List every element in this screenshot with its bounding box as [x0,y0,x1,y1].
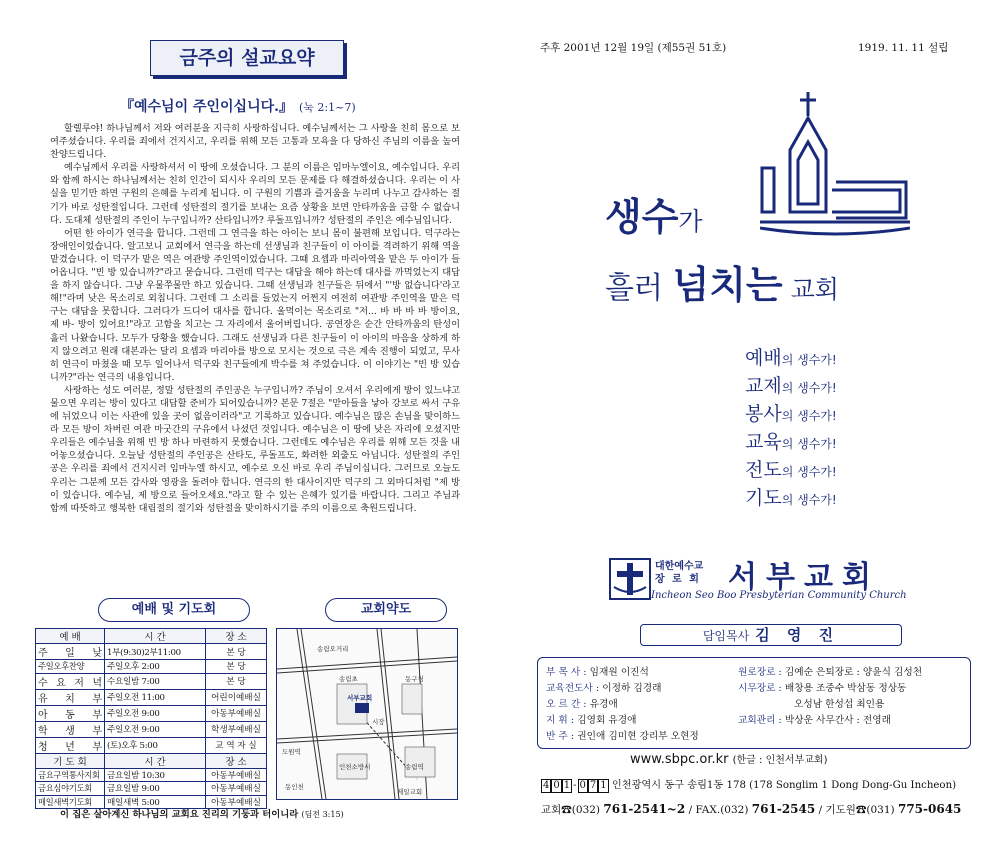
website-url[interactable]: www.sbpc.or.kr [630,752,729,767]
row-time: (토)오후 5:00 [105,737,206,753]
row-place: 교 역 자 실 [206,737,267,753]
prayer-house-phone: 775-0645 [897,802,962,816]
map-label: 송림역 [405,763,424,771]
address [541,776,956,793]
church-name-english: Incheon Seo Boo Presbyterian Community Church [651,590,907,601]
vision-item [745,428,945,456]
staff-label: 부 목 사 : [546,667,587,678]
church-phone-label: 교회☎(032) [541,804,601,816]
denomination-line: 대한예수교 [655,561,704,572]
table-header-row [36,629,267,644]
prayer-house-label: / 기도원☎(031) [818,804,895,816]
map-label: 제일교회 [397,788,423,796]
staff-line [546,680,661,694]
staff-line [738,664,922,678]
sermon-paragraph: 예수님께서 우리를 사랑하셔서 이 땅에 오셨습니다. 그 분의 이름은 임마누엘이요, 예수입니다. 우리와 함께 하시는 하나님께서는 친히 인간이 되시사 우리의 모든 문제를 다 해결하셨습니다. 우리는 이 사실을 믿기만 하면 구원의 은혜를 누리게 됩니다. 이 구원의 기쁨과 즐거움을 누리며 나누고 감사하는 절기가 바로 성탄절입니다. 그런데 성탄절의 절기를 보내는 요즘 상황을 보면 안타까움을 금할 수 없습니다. 도대체 성탄절의 주인이 누구입니까? 산타입니까? 루돌프입니까? 성탄절의 주인은 예수님입니다. [50,162,460,226]
table-row [36,782,267,796]
pastor-name: 김 영 진 [755,626,840,644]
row-time: 금요일밤 9:00 [105,782,206,796]
staff-line [794,696,884,710]
vision-suffix: 의 생수가! [781,381,837,395]
header-name: 예 배 [36,629,105,644]
row-place: 본 당 [206,660,267,674]
address-text: 인천광역시 동구 송림1동 178 (178 Songlim 1 Dong Dong-Gu Incheon) [611,780,957,791]
footer-verse [60,806,480,820]
church-phone: 761-2541~2 [603,802,686,816]
phone-numbers [541,802,961,817]
row-name: 금요심야기도회 [36,782,105,796]
row-name: 주 일 낮 [36,644,105,660]
sermon-paragraph: 어떤 한 아이가 연극을 합니다. 그런데 그 연극을 하는 아이는 보니 몸이 불편해 보입니다. 덕구라는 장애인이었습니다. 알고보니 교회에서 연극을 하는데 선생님과 친구들이 이 아이를 격려하기 위해 역을 맡겼습니다. 이 덕구가 맡은 역은 여관방 주인역이었습니다. 그때 요셉과 마리아역을 맡은 두 아이가 들어옵니다. "빈 방 있습니까?"라고 묻습니다. 그런데 덕구는 대답을 해야 하는데 대사를 까먹었는지 대답을 하지 않습니다. 그냥 우물쭈물만 하고 있습니다. 그때 선생님과 친구들은 뒤에서 "'방 없습니다'라고 해!"라며 낮은 목소리로 외칩니다. 그런데 그 소리를 들었는지 어쩐지 여전히 여관방 주인역을 맡은 덕구는 대답을 못합니다. 그러다가 드디어 대사를 합니다. 울먹이는 목소리로 "저... 바 바 바 바 방이요, 제 바- 방이 있어요!"라고 고함을 치고는 그 자리에서 울어버립니다. 공연장은 순간 안타까움의 탄성이 흘러 나왔습니다. 모두가 당황을 했습니다. 그래도 선생님과 다른 친구들이 이 아이의 마음을 상하게 하지 않으려고 원래 대본과는 달리 요셉과 마리아를 방으로 모시는 것으로 극은 계속 진행이 되었고, 무사히 연극이 마쳤을 때 모두 일어나서 덕구와 친구들에게 박수를 쳐 주었습니다. 이 이야기는 "빈 방 있습니까?"라는 연극의 내용입니다. [50,227,460,383]
table-row [36,689,267,705]
sermon-reference: (눅 2:1~7) [299,101,356,114]
row-place: 어린이예배실 [206,689,267,705]
vision-suffix: 의 생수가! [781,493,837,507]
row-place: 아동부예배실 [206,782,267,796]
staff-line [738,712,891,726]
staff-label: 교육전도사 : [546,683,600,694]
row-time: 주일오전 11:00 [105,689,206,705]
sermon-section-title: 금주의 설교요약 [150,40,344,76]
sermon-heading [120,96,420,116]
table-row [36,705,267,721]
senior-pastor [640,624,902,646]
church-name: 서부교회 [728,560,880,595]
row-time: 1부(9:30)2부11:00 [105,644,206,660]
founded-date: 1919. 11. 11 설립 [858,42,949,54]
worship-schedule-table [35,628,267,809]
staff-value: 유경애 [589,699,618,710]
staff-value: 오성남 한성섭 최인용 [794,699,885,710]
row-time: 주일오전 9:00 [105,721,206,737]
staff-label: 시무장로 : [738,683,782,694]
denomination [655,560,717,586]
vision-suffix: 의 생수가! [781,353,837,367]
table-row [36,737,267,753]
sermon-body [50,122,460,582]
zip-digit: 1 [563,780,571,791]
slogan-word: 교회 [782,275,839,304]
zip-dash: - [573,780,577,791]
table-row [36,660,267,674]
vision-item [745,344,945,372]
staff-line [546,712,636,726]
table-row [36,673,267,689]
map-label: 송림초 [339,675,358,683]
vision-suffix: 의 생수가! [781,437,837,451]
table-row [36,644,267,660]
vision-list [745,344,945,512]
church-building-icon [760,90,910,240]
header-time: 시 간 [105,753,206,768]
sermon-paragraph: 사랑하는 성도 여러분, 정말 성탄절의 주인공은 누구입니까? 주님이 오셔서 우리에게 방이 있느냐고 물으면 우리는 방이 있다고 대답할 준비가 되어있습니까? 본문 7절은 "맏아들을 낳아 강보로 싸서 구유에 뉘었으니 이는 사관에 있을 곳이 없음이러라"고 기록하고 있습니다. 예수님은 많은 손님을 맞이하느라 모든 방이 차버린 여관 마굿간의 구유에서 나셨던 것입니다. 예수님은 이 땅에 낮은 자리에 오셨지만 우리들은 예수님을 위해 빈 방 하나 마련하지 못했습니다. 그런데도 예수님은 우리를 위해 모든 것을 내어놓으셨습니다. 오늘날 성탄절의 주인공은 산타도, 루돌프도, 화려한 외출도 아닙니다. 성탄절의 주인공은 우리를 죄에서 건지시러 임마누엘 하시고, 예수로 오신 바로 우리 주님이십니다. 그러므로 오늘도 우리는 그분께 모든 감사와 영광을 돌려야 합니다. 연극의 한 대사이지만 덕구의 그 외마디처럼 "제 방이 있습니다. 예수님, 제 방으로 들어오세요."라고 할 수 있는 은혜가 있기를 바랍니다. 그리고 주님과 함께 따뜻하고 행복한 대림절의 절기와 성탄절을 맞이하시기를 주의 이름으로 축원드립니다. [50,384,460,514]
staff-line [546,728,699,742]
vision-suffix: 의 생수가! [781,465,837,479]
church-building-logo [760,90,910,240]
row-place: 본 당 [206,644,267,660]
website-note: (한글 : 인천서부교회) [732,755,828,766]
row-time: 수요일밤 7:00 [105,673,206,689]
staff-line [738,680,906,694]
staff-line [546,696,618,710]
table-row [36,721,267,737]
slogan-line-2 [605,254,839,309]
row-name: 학 생 부 [36,721,105,737]
vision-item [745,400,945,428]
zip-code [541,780,609,791]
row-time: 금요일밤 10:30 [105,768,206,782]
fax-label: / FAX.(032) [688,804,749,816]
worship-schedule-title: 예배 및 기도회 [98,598,250,622]
vision-word: 예배 [745,347,782,369]
header-time: 시 간 [105,629,206,644]
vision-suffix: 의 생수가! [781,409,837,423]
zip-digit: 1 [600,780,607,791]
pastor-label: 담임목사 [702,629,750,643]
map-label-church: 서부교회 [347,694,373,702]
staff-value: 임재원 이진석 [589,667,649,678]
row-place: 학생부예배실 [206,721,267,737]
staff-value: 권인애 김미현 강리부 오현정 [577,731,699,742]
sermon-paragraph: 할렐루야! 하나님께서 저와 여러분을 지극히 사랑하십니다. 예수님께서는 그 사랑을 친히 몸으로 보여주셨습니다. 우리를 죄에서 건지시고, 우리를 위해 모든 고통과 모욕을 다 당하신 주님의 이름을 높여 찬양드립니다. [50,123,460,161]
map-label: 송림오거리 [317,645,349,653]
staff-value: 김영회 유경애 [577,715,637,726]
slogan-word: 생수 [605,195,679,239]
staff-value: 박상운 사무간사 : 전영래 [784,715,891,726]
fax-number: 761-2545 [751,802,816,816]
vision-item [745,456,945,484]
row-name: 매일새벽기도회 [36,795,105,809]
denomination-line: 장 로 회 [655,574,701,585]
vision-word: 봉사 [745,403,782,425]
table-row [36,768,267,782]
staff-label: 반 주 : [546,731,575,742]
sermon-heading-text: 『예수님이 주인이십니다.』 [120,99,293,115]
staff-label: 지 휘 : [546,715,575,726]
zip-digit: 0 [579,780,586,791]
staff-value: 김예순 은퇴장로 : 양윤식 김성천 [784,667,923,678]
footer-verse-text: 이 집은 살아계신 하나님의 교회요 진리의 기둥과 터이니라 [60,809,299,820]
map-label: 시장 [372,718,385,726]
row-place: 아동부예배실 [206,705,267,721]
row-place: 본 당 [206,673,267,689]
staff-label: 교회관리 : [738,715,782,726]
church-emblem-icon [608,557,652,601]
slogan-particle: 가 [678,207,703,236]
staff-box [537,657,971,749]
slogan-word: 흘러 [605,271,673,306]
staff-value: 이정하 김경래 [602,683,662,694]
header-place: 장 소 [206,753,267,768]
map-drawing [277,629,457,799]
map-label: 인천소방서 [339,763,371,771]
staff-label: 원로장로 : [738,667,782,678]
vision-item [745,484,945,512]
row-name: 아 동 부 [36,705,105,721]
row-name: 유 치 부 [36,689,105,705]
staff-label: 오 르 간 : [546,699,587,710]
row-place: 아동부예배실 [206,795,267,809]
vision-word: 기도 [745,487,782,509]
row-name: 금요구역통사지회 [36,768,105,782]
vision-word: 전도 [745,459,782,481]
row-name: 주일오후찬양 [36,660,105,674]
zip-digit: 4 [543,780,550,791]
zip-digit: 0 [553,780,560,791]
row-place: 아동부예배실 [206,768,267,782]
staff-line [546,664,649,678]
row-time: 주일오후 2:00 [105,660,206,674]
header-name: 기 도 회 [36,753,105,768]
website[interactable] [630,751,827,767]
slogan-line-1 [605,186,703,241]
row-time: 매일새벽 5:00 [105,795,206,809]
church-map [276,628,458,800]
map-label: 동인천 [285,783,304,791]
footer-verse-ref: (딤전 3:15) [301,810,344,819]
zip-digit: 7 [589,780,597,791]
issue-date: 주후 2001년 12월 19일 (제55권 51호) [540,42,727,54]
row-name: 청 년 부 [36,737,105,753]
header-place: 장 소 [206,629,267,644]
vision-word: 교제 [745,375,782,397]
map-label: 도원역 [282,748,301,756]
vision-word: 교육 [745,431,782,453]
church-map-title: 교회약도 [325,598,447,622]
prayer-header-row [36,753,267,768]
staff-value: 배창용 조중수 박삼동 정상동 [784,683,907,694]
vision-item [745,372,945,400]
row-name: 수 요 저 녁 [36,673,105,689]
map-label: 동구청 [405,675,424,683]
slogan-word-emph: 넘치는 [672,263,783,307]
row-time: 주일오전 9:00 [105,705,206,721]
